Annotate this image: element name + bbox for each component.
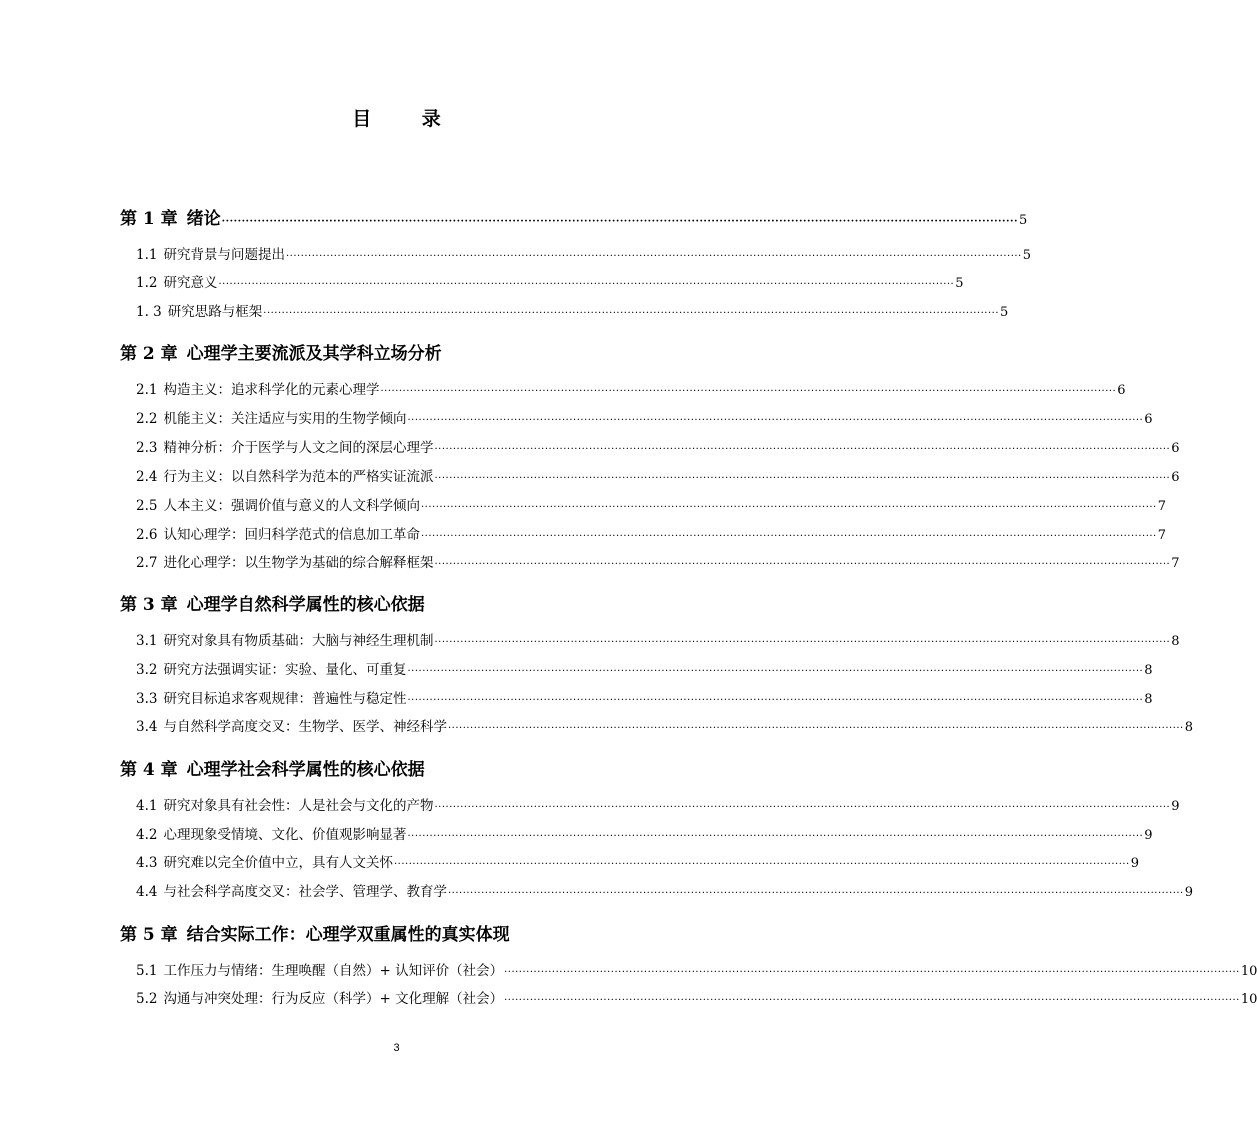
toc-entry-page: 9 xyxy=(1184,885,1194,900)
toc-entry-number: 第 4 章 xyxy=(120,760,178,780)
toc-section-row[interactable] xyxy=(136,629,1180,649)
toc-leader-dots: ········································································································································································································ xyxy=(407,695,1144,706)
toc-entry-number: 2.5 xyxy=(136,498,158,514)
toc-entry-page: 6 xyxy=(1171,470,1180,485)
toc-section-row[interactable] xyxy=(136,658,1153,678)
toc-entry-number: 3.3 xyxy=(136,691,158,707)
toc-entry-page: 6 xyxy=(1171,441,1180,456)
toc-entry-label: 机能主义：关注适应与实用的生物学倾向 xyxy=(163,411,407,427)
toc-entry-number: 3.2 xyxy=(136,662,158,678)
toc-entry-number: 5.2 xyxy=(136,991,158,1007)
toc-leader-dots: ········································································································································································································ xyxy=(263,308,1000,319)
toc-section-row[interactable] xyxy=(136,407,1153,427)
toc-entry-label: 认知心理学：回归科学范式的信息加工革命 xyxy=(163,527,420,543)
toc-entry-label: 绪论 xyxy=(186,209,221,229)
toc-section-row[interactable] xyxy=(136,959,1257,979)
toc-entry-label: 行为主义：以自然科学为范本的严格实证流派 xyxy=(163,469,434,485)
toc-entry-page: 7 xyxy=(1171,556,1180,571)
toc-section-row[interactable] xyxy=(136,494,1167,514)
toc-leader-dots: ········································································································································································································ xyxy=(504,995,1240,1006)
toc-leader-dots: ········································································································································································································ xyxy=(420,531,1157,542)
toc-entry-label: 进化心理学：以生物学为基础的综合解释框架 xyxy=(163,555,434,571)
toc-entry-number: 2.3 xyxy=(136,440,158,456)
toc-entry-page: 9 xyxy=(1144,828,1153,843)
toc-entry-number: 2.4 xyxy=(136,469,158,485)
toc-leader-dots: ········································································································································································································ xyxy=(218,279,955,290)
toc-entry-number: 4.4 xyxy=(136,884,158,900)
toc-leader-dots: ········································································································································································································ xyxy=(221,216,1018,227)
toc-entry-label: 精神分析：介于医学与人文之间的深层心理学 xyxy=(163,440,434,456)
toc-leader-dots: ········································································································································································································ xyxy=(434,473,1171,484)
toc-entry-page: 10 xyxy=(1240,992,1257,1007)
toc-section-row[interactable] xyxy=(136,300,1009,320)
toc-entry-label: 心理学社会科学属性的核心依据 xyxy=(186,760,425,780)
toc-entry-page: 7 xyxy=(1157,499,1167,514)
toc-entry-number: 第 1 章 xyxy=(120,209,178,229)
toc-leader-dots: ········································································································································································································ xyxy=(420,502,1157,513)
toc-chapter-row[interactable] xyxy=(120,204,1028,229)
toc-leader-dots: ········································································································································································································ xyxy=(434,802,1171,813)
toc-section-row[interactable] xyxy=(136,715,1194,735)
toc-leader-dots: ········································································································································································································ xyxy=(285,251,1022,262)
page-number: 3 xyxy=(393,1042,400,1054)
toc-entry-page: 9 xyxy=(1130,856,1140,871)
toc-entry-number: 2.1 xyxy=(136,382,158,398)
toc-entry-number: 第 2 章 xyxy=(120,344,178,364)
toc-entry-label: 人本主义：强调价值与意义的人文科学倾向 xyxy=(163,498,420,514)
toc-entry-number: 第 5 章 xyxy=(120,925,178,945)
toc-entry-label: 结合实际工作：心理学双重属性的真实体现 xyxy=(186,925,510,945)
toc-chapter-row[interactable] xyxy=(120,920,510,945)
toc-leader-dots: ········································································································································································································ xyxy=(447,888,1184,899)
toc-entry-label: 研究对象具有物质基础：大脑与神经生理机制 xyxy=(163,633,434,649)
toc-entry-number: 3.1 xyxy=(136,633,158,649)
toc-entry-label: 研究对象具有社会性：人是社会与文化的产物 xyxy=(163,798,434,814)
toc-entry-number: 5.1 xyxy=(136,963,158,979)
toc-entry-label: 研究目标追求客观规律：普遍性与稳定性 xyxy=(163,691,407,707)
toc-entry-page: 8 xyxy=(1144,663,1153,678)
toc-section-row[interactable] xyxy=(136,378,1126,398)
toc-entry-number: 1. 3 xyxy=(136,304,162,320)
toc-entry-label: 工作压力与情绪：生理唤醒（自然）+ 认知评价（社会） xyxy=(163,963,504,979)
toc-leader-dots: ········································································································································································································ xyxy=(407,666,1144,677)
toc-entry-number: 2.2 xyxy=(136,411,158,427)
toc-leader-dots: ········································································································································································································ xyxy=(380,386,1117,397)
toc-entry-number: 第 3 章 xyxy=(120,595,178,615)
toc-entry-page: 9 xyxy=(1171,799,1180,814)
toc-entry-page: 8 xyxy=(1184,720,1194,735)
toc-entry-number: 1.1 xyxy=(136,247,158,263)
toc-leader-dots: ········································································································································································································ xyxy=(407,831,1144,842)
toc-leader-dots: ········································································································································································································ xyxy=(504,967,1240,978)
toc-entry-number: 4.3 xyxy=(136,855,158,871)
toc-section-row[interactable] xyxy=(136,523,1167,543)
toc-leader-dots: ········································································································································································································ xyxy=(434,637,1171,648)
toc-section-row[interactable] xyxy=(136,243,1032,263)
toc-section-row[interactable] xyxy=(136,823,1153,843)
toc-entry-number: 4.2 xyxy=(136,827,158,843)
toc-entry-number: 3.4 xyxy=(136,719,158,735)
toc-entry-number: 2.7 xyxy=(136,555,158,571)
toc-entry-page: 5 xyxy=(1000,305,1009,320)
toc-entry-page: 5 xyxy=(1022,248,1032,263)
toc-entry-label: 心理学自然科学属性的核心依据 xyxy=(186,595,425,615)
toc-entry-label: 心理学主要流派及其学科立场分析 xyxy=(186,344,442,364)
toc-entry-label: 与自然科学高度交叉：生物学、医学、神经科学 xyxy=(163,719,447,735)
toc-entry-label: 构造主义：追求科学化的元素心理学 xyxy=(163,382,380,398)
toc-entry-label: 沟通与冲突处理：行为反应（科学）+ 文化理解（社会） xyxy=(163,991,504,1007)
toc-entry-label: 研究难以完全价值中立，具有人文关怀 xyxy=(163,855,393,871)
toc-entry-number: 2.6 xyxy=(136,527,158,543)
toc-section-row[interactable] xyxy=(136,794,1180,814)
toc-leader-dots: ········································································································································································································ xyxy=(393,859,1130,870)
toc-leader-dots: ········································································································································································································ xyxy=(434,444,1171,455)
toc-title: 目 录 xyxy=(352,108,463,130)
toc-section-row[interactable] xyxy=(136,880,1194,900)
toc-section-row[interactable] xyxy=(136,436,1180,456)
toc-entry-page: 8 xyxy=(1171,634,1180,649)
toc-section-row[interactable] xyxy=(136,851,1140,871)
toc-entry-number: 4.1 xyxy=(136,798,158,814)
toc-entry-page: 5 xyxy=(1018,213,1028,228)
toc-leader-dots: ········································································································································································································ xyxy=(447,723,1184,734)
toc-entry-label: 研究方法强调实证：实验、量化、可重复 xyxy=(163,662,407,678)
toc-entry-label: 研究背景与问题提出 xyxy=(163,247,285,263)
toc-entry-page: 5 xyxy=(955,276,964,291)
toc-entry-label: 与社会科学高度交叉：社会学、管理学、教育学 xyxy=(163,884,447,900)
toc-section-row[interactable] xyxy=(136,687,1153,707)
toc-section-row[interactable] xyxy=(136,551,1180,571)
toc-entry-label: 研究思路与框架 xyxy=(167,304,263,320)
toc-entry-number: 1.2 xyxy=(136,275,158,291)
toc-entry-label: 心理现象受情境、文化、价值观影响显著 xyxy=(163,827,407,843)
toc-chapter-row[interactable] xyxy=(120,590,425,615)
toc-entry-page: 7 xyxy=(1157,528,1167,543)
toc-chapter-row[interactable] xyxy=(120,755,425,780)
toc-entry-label: 研究意义 xyxy=(163,275,218,291)
toc-section-row[interactable] xyxy=(136,987,1257,1007)
toc-section-row[interactable] xyxy=(136,271,964,291)
toc-entry-page: 10 xyxy=(1240,964,1257,979)
toc-entry-page: 6 xyxy=(1117,383,1126,398)
toc-entry-page: 6 xyxy=(1144,412,1153,427)
toc-section-row[interactable] xyxy=(136,465,1180,485)
toc-leader-dots: ········································································································································································································ xyxy=(434,559,1171,570)
toc-entry-page: 8 xyxy=(1144,692,1153,707)
toc-leader-dots: ········································································································································································································ xyxy=(407,415,1144,426)
toc-chapter-row[interactable] xyxy=(120,339,442,364)
